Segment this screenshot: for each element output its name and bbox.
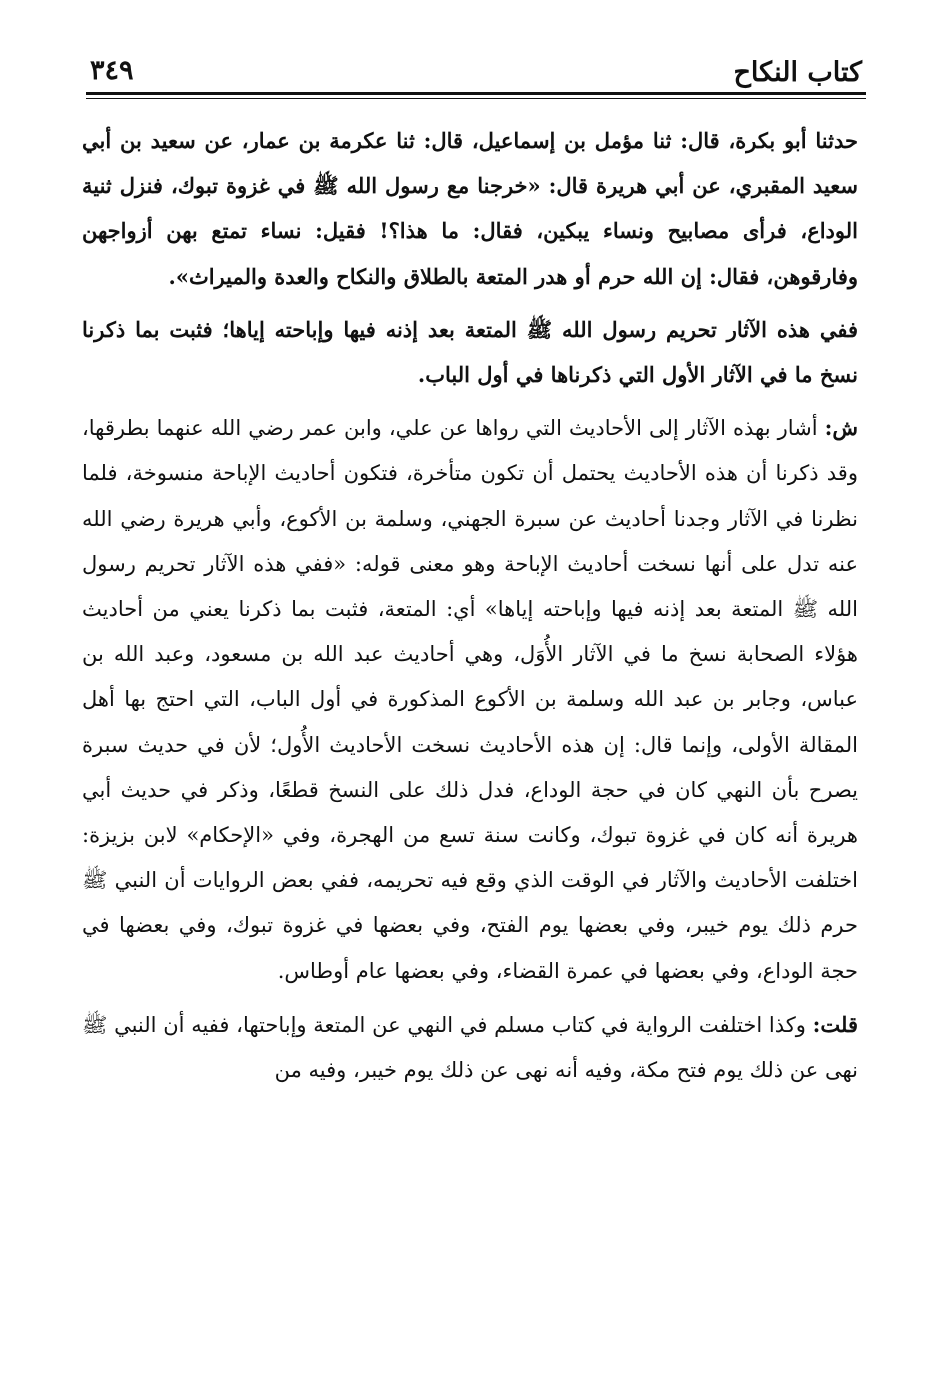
paragraph-lead: ش: [824, 415, 858, 441]
running-title: كتاب النكاح [733, 57, 862, 88]
page-number: ٣٤٩ [90, 55, 134, 86]
commentary-paragraph [82, 405, 858, 994]
paragraph-text: أشار بهذه الآثار إلى الأحاديث التي رواها عن علي، وابن عمر رضي الله عنهما بطرقها، وقد ذكرنا أن هذه الأحاديث يحتمل أن تكون متأخرة، فتكون أحاديث الإباحة منسوخة، فلما نظرنا في الآثار وجدنا أحاديث عن سبرة الجهني، وسلمة بن الأكوع، وأبي هريرة رضي الله عنه تدل على أنها نسخت أحاديث الإباحة وهو معنى قوله: «ففي هذه الآثار تحريم رسول الله ﷺ المتعة بعد إذنه فيها وإباحته إياها» أي: المتعة، فثبت بما ذكرنا يعني من أحاديث هؤلاء الصحابة نسخ ما في الآثار الأُوَل، وهي أحاديث عبد الله بن مسعود، وعبد الله بن عباس، وجابر بن عبد الله وسلمة بن الأكوع المذكورة في أول الباب، التي احتج بها أهل المقالة الأولى، وإنما قال: إن هذه الأحاديث نسخت الأحاديث الأُول؛ لأن في حديث سبرة يصرح بأن النهي كان في حجة الوداع، فدل ذلك على النسخ قطعًا، وذكر في حديث أبي هريرة أنه كان في غزوة تبوك، وكانت سنة تسع من الهجرة، وفي «الإحكام» لابن بزيزة: اختلفت الأحاديث والآثار في الوقت الذي وقع فيه تحريمه، ففي بعض الروايات أن النبي ﷺ حرم ذلك يوم خيبر، وفي بعضها يوم الفتح، وفي بعضها في غزوة تبوك، وفي بعضها في حجة الوداع، وفي بعضها في عمرة القضاء، وفي بعضها عام أوطاس. [82, 416, 858, 983]
note-paragraph [82, 1002, 858, 1093]
author-comment-paragraph [82, 307, 858, 397]
header-rule-thick [86, 92, 866, 95]
paragraph-lead: قلت: [812, 1011, 858, 1037]
paragraph-text: ففي هذه الآثار تحريم رسول الله ﷺ المتعة بعد إذنه فيها وإباحته إياها؛ فثبت بما ذكرنا نسخ ما في الآثار الأول التي ذكرناها في أول الباب. [82, 316, 858, 388]
hadith-paragraph [82, 118, 858, 299]
page-header [86, 48, 862, 90]
page-content [82, 118, 858, 1093]
header-rule-thin [86, 98, 866, 99]
paragraph-text: حدثنا أبو بكرة، قال: ثنا مؤمل بن إسماعيل، قال: ثنا عكرمة بن عمار، عن سعيد بن أبي سعيد المقبري، عن أبي هريرة قال: «خرجنا مع رسول الله ﷺ في غزوة تبوك، فنزل ثنية الوداع، فرأى مصابيح ونساء يبكين، فقال: ما هذا؟! فقيل: نساء تمتع بهن أزواجهن وفارقوهن، فقال: إن الله حرم أو هدر المتعة بالطلاق والنكاح والعدة والميراث». [82, 128, 858, 289]
paragraph-text: وكذا اختلفت الرواية في كتاب مسلم في النهي عن المتعة وإباحتها، ففيه أن النبي ﷺ نهى عن ذلك يوم فتح مكة، وفيه أنه نهى عن ذلك يوم خيبر، وفيه من [82, 1012, 858, 1083]
